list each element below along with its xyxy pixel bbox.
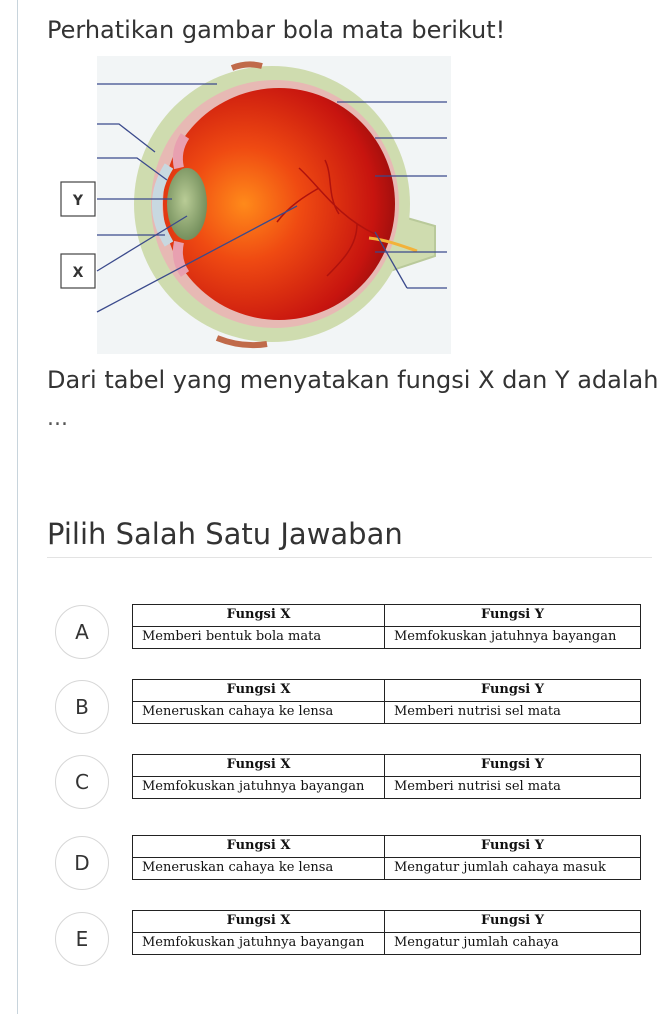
eye-diagram <box>57 56 451 354</box>
option-d-button[interactable]: D <box>55 836 109 890</box>
option-e-fungsi-x: Memfokuskan jatuhnya bayangan <box>133 933 385 955</box>
option-e-fungsi-y: Mengatur jumlah cahaya <box>385 933 641 955</box>
question-subtext: Dari tabel yang menyatakan fungsi X dan Y adalah <box>47 366 659 394</box>
option-d-table[interactable] <box>132 835 641 880</box>
option-e-button[interactable]: E <box>55 912 109 966</box>
option-d-header-y: Fungsi Y <box>385 836 641 858</box>
option-a-fungsi-y: Memfokuskan jatuhnya bayangan <box>385 627 641 649</box>
option-b-header-x: Fungsi X <box>133 680 385 702</box>
answers-title: Pilih Salah Satu Jawaban <box>47 517 403 551</box>
option-c-fungsi-x: Memfokuskan jatuhnya bayangan <box>133 777 385 799</box>
option-b-fungsi-y: Memberi nutrisi sel mata <box>385 702 641 724</box>
option-c-fungsi-y: Memberi nutrisi sel mata <box>385 777 641 799</box>
option-d-fungsi-y: Mengatur jumlah cahaya masuk <box>385 858 641 880</box>
option-a-header-x: Fungsi X <box>133 605 385 627</box>
option-e-header-x: Fungsi X <box>133 911 385 933</box>
option-e-header-y: Fungsi Y <box>385 911 641 933</box>
option-e-table[interactable] <box>132 910 641 955</box>
option-c-button[interactable]: C <box>55 755 109 809</box>
option-b-button[interactable]: B <box>55 680 109 734</box>
option-a-header-y: Fungsi Y <box>385 605 641 627</box>
option-c-table[interactable] <box>132 754 641 799</box>
option-d-fungsi-x: Meneruskan cahaya ke lensa <box>133 858 385 880</box>
option-c-header-y: Fungsi Y <box>385 755 641 777</box>
question-ellipsis: ... <box>47 406 68 431</box>
label-x: X <box>72 265 84 281</box>
option-d-header-x: Fungsi X <box>133 836 385 858</box>
option-a-table[interactable] <box>132 604 641 649</box>
option-a-fungsi-x: Memberi bentuk bola mata <box>133 627 385 649</box>
option-b-header-y: Fungsi Y <box>385 680 641 702</box>
option-c-header-x: Fungsi X <box>133 755 385 777</box>
answers-divider <box>47 557 652 558</box>
lens <box>167 168 207 240</box>
option-b-table[interactable] <box>132 679 641 724</box>
left-border <box>17 0 18 1014</box>
question-text: Perhatikan gambar bola mata berikut! <box>47 16 506 44</box>
option-b-fungsi-x: Meneruskan cahaya ke lensa <box>133 702 385 724</box>
label-y: Y <box>72 193 84 209</box>
option-a-button[interactable]: A <box>55 605 109 659</box>
